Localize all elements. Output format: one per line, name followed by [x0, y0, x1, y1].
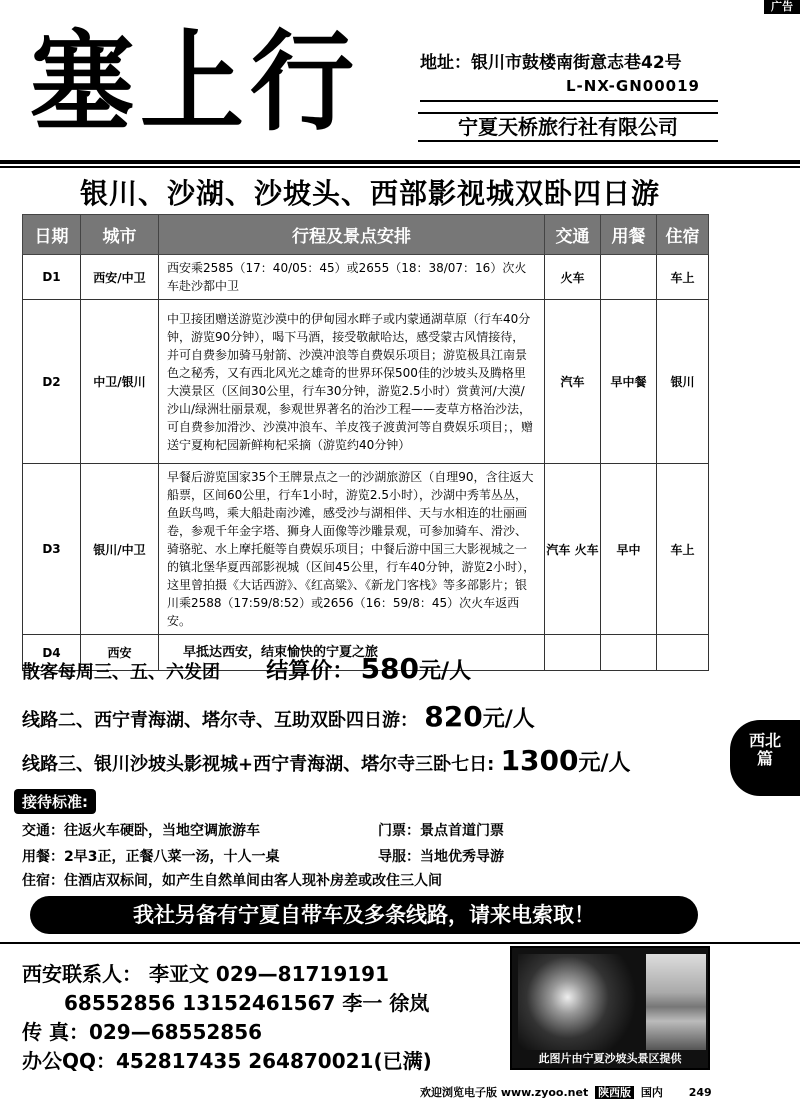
city-cell: 中卫/银川 [81, 300, 159, 464]
divider [0, 942, 800, 944]
day-cell: D3 [23, 464, 81, 635]
route-3-text: 线路三、银川沙坡头影视城+西宁青海湖、塔尔寺三卧七日: [22, 754, 495, 775]
brand-logo: 塞上行 [30, 16, 361, 147]
route-2-text: 线路二、西宁青海湖、塔尔寺、互助双卧四日游： [22, 710, 418, 731]
city-cell: 西安/中卫 [81, 255, 159, 300]
transport-cell: 汽车 [545, 300, 601, 464]
desc-cell: 早抵达西安，结束愉快的宁夏之旅 [159, 635, 545, 671]
day-cell: D4 [23, 635, 81, 671]
std-traffic: 交通：往返火车硬卧，当地空调旅游车 [22, 823, 260, 839]
divider [420, 100, 718, 102]
table-row [23, 464, 709, 635]
stay-cell: 车上 [657, 464, 709, 635]
stay-cell: 车上 [657, 255, 709, 300]
desc-cell: 早餐后游览国家35个王牌景点之一的沙湖旅游区（自理90，含往返大船票，区间60公里，行车1小时，游览2.5小时），沙湖中秀苇丛丛，鱼跃鸟鸣，乘大船赴南沙滩，感受沙与湖相伴、天与水相连的壮丽画卷，参观千年金字塔、狮身人面像等沙雕景观，可参加骑车、滑沙、骑骆驼、水上摩托艇等自费娱乐项目；中餐后游中国三大影视城之一的镇北堡华夏西部影视城（区间45公里，行车40分钟，游览2小时），这里曾拍摄《大话西游》、《红高粱》、《新龙门客栈》等多部影片；银川乘2588（17:59/8:52）或2656（16：59/8：45）次火车返西安。 [159, 464, 545, 635]
address: 地址：银川市鼓楼南街意志巷42号 [420, 53, 682, 73]
edition-badge: 陕西版 [595, 1086, 634, 1099]
header-meal: 用餐 [601, 215, 657, 255]
meal-cell [601, 635, 657, 671]
price-unit: 元/人 [482, 707, 535, 732]
price-unit: 元/人 [578, 751, 631, 776]
qq-line: 办公QQ：452817435 264870021(已满) [22, 1049, 432, 1073]
header-date: 日期 [23, 215, 81, 255]
desc-cell: 中卫接团赠送游览沙漠中的伊甸园水畔子或内蒙通湖草原（行车40分钟，游览90分钟），喝下马酒，接受敬献哈达，感受蒙古风情接待，并可自费参加骑马射箭、沙漠冲浪等自费娱乐项目；游览极具江南景色之秘秀，又有西北风光之雄奇的世界环保500佳的沙坡头及腾格里大漠景区（区间30公里，行车30分钟，游览2.5小时）赏黄河/大漠/沙山/绿洲壮丽景观，参观世界著名的治沙工程——麦草方格治沙法，可自费参加滑沙、沙漠冲浪车、羊皮筏子渡黄河等自费娱乐项目；，赠送宁夏枸杞园新鲜枸杞采摘（游览约40分钟） [159, 300, 545, 464]
price-label: 结算价： [266, 659, 355, 684]
contact-line-1: 西安联系人： 李亚文 029—81719191 [22, 962, 390, 986]
fax-line: 传 真：029—68552856 [22, 1020, 263, 1044]
price-main: 580 [360, 652, 420, 685]
footer-section: 国内 [640, 1086, 663, 1099]
table-header [23, 215, 709, 255]
header-city: 城市 [81, 215, 159, 255]
section-tab [730, 720, 800, 796]
day-cell: D1 [23, 255, 81, 300]
table-row [23, 300, 709, 464]
transport-cell [545, 635, 601, 671]
price-unit: 元/人 [419, 659, 472, 684]
transport-cell: 汽车 火车 [545, 464, 601, 635]
itinerary-table [22, 214, 709, 671]
city-cell: 银川/中卫 [81, 464, 159, 635]
schedule-text: 散客每周三、五、六发团 [22, 662, 220, 683]
route-3 [22, 744, 631, 777]
std-guide: 导服：当地优秀导游 [378, 849, 504, 865]
section-tab-text: 西北篇 [748, 731, 781, 768]
photo-night-scene [518, 954, 642, 1050]
promo-banner: 我社另备有宁夏自带车及多条线路，请来电索取！ [30, 896, 698, 934]
meal-cell: 早中餐 [601, 300, 657, 464]
photo-caption: 此图片由宁夏沙坡头景区提供 [538, 1052, 682, 1065]
std-ticket: 门票：景点首道门票 [378, 823, 504, 839]
schedule-line [22, 652, 471, 685]
std-meal: 用餐：2早3正，正餐八菜一汤，十人一桌 [22, 849, 280, 865]
route-2 [22, 700, 535, 733]
divider [0, 166, 800, 168]
contact-line-2: 68552856 13152461567 李一 徐岚 [64, 991, 430, 1015]
header-transport: 交通 [545, 215, 601, 255]
divider [0, 160, 800, 164]
agency-name: 宁夏天桥旅行社有限公司 [418, 112, 718, 142]
stay-cell [657, 635, 709, 671]
standards-label: 接待标准: [14, 789, 96, 814]
page-footer [420, 1084, 712, 1100]
scenic-photo [510, 946, 710, 1070]
page-number: 249 [688, 1086, 712, 1099]
main-title: 银川、沙湖、沙坡头、西部影视城双卧四日游 [79, 177, 660, 210]
photo-desert-scene [646, 954, 706, 1050]
meal-cell [601, 255, 657, 300]
meal-cell: 早中 [601, 464, 657, 635]
license-number: L-NX-GN00019 [566, 77, 700, 95]
day-cell: D2 [23, 300, 81, 464]
footer-text: 欢迎浏览电子版 www.zyoo.net [420, 1086, 589, 1099]
header-stay: 住宿 [657, 215, 709, 255]
desc-cell: 西安乘2585（17：40/05：45）或2655（18：38/07：16）次火车赴沙都中卫 [159, 255, 545, 300]
table-row [23, 255, 709, 300]
header-itinerary: 行程及景点安排 [159, 215, 545, 255]
ad-tag: 广告 [764, 0, 800, 14]
city-cell: 西安 [81, 635, 159, 671]
stay-cell: 银川 [657, 300, 709, 464]
route-3-price: 1300 [500, 744, 579, 777]
transport-cell: 火车 [545, 255, 601, 300]
std-stay: 住宿：住酒店双标间，如产生自然单间由客人现补房差或改住三人间 [22, 873, 442, 889]
route-2-price: 820 [424, 700, 483, 733]
